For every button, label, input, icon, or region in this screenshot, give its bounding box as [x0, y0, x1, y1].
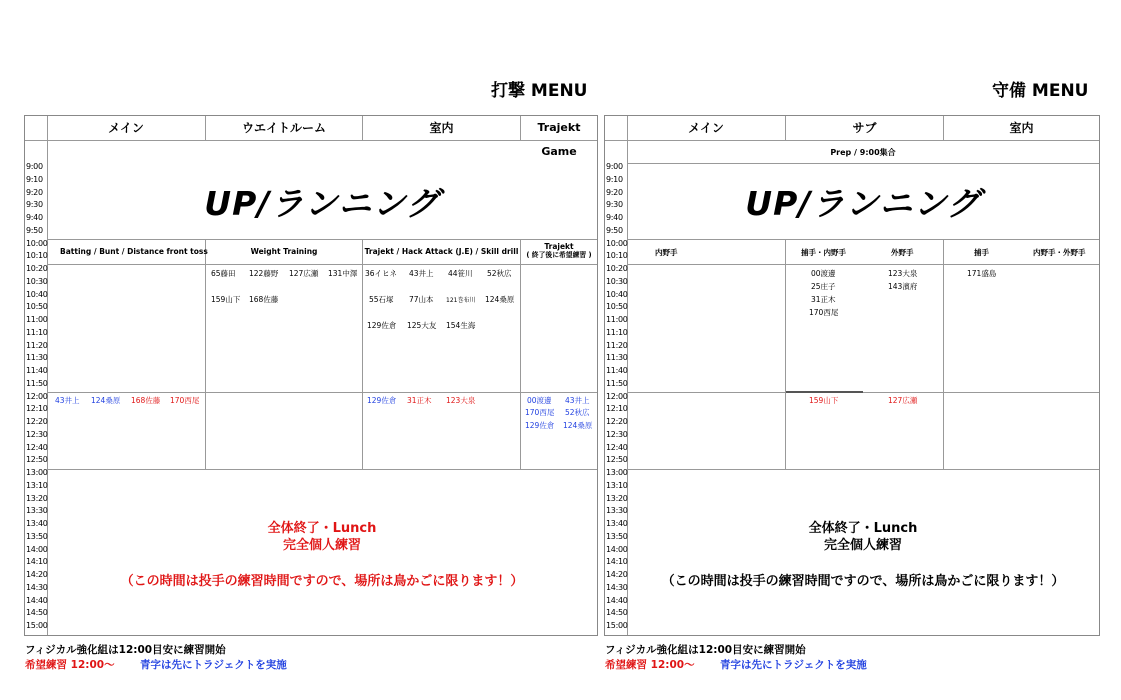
batting-trajekt-subheader: [521, 242, 597, 260]
time-label: 9:00: [606, 162, 623, 171]
indoor-name: 52秋広: [487, 269, 512, 278]
time-label: 13:40: [606, 519, 628, 528]
noon-main-name: 43井上: [55, 396, 80, 405]
time-label: 9:50: [606, 225, 623, 235]
indoor-name: 125大友: [407, 321, 437, 330]
indoor-name: 43井上: [409, 269, 434, 278]
time-label: 12:10: [26, 404, 48, 414]
batting-lunch: [47, 520, 597, 554]
batting-weight-subheader: Weight Training: [250, 247, 318, 256]
noon-indoor-name: 129佐倉: [367, 396, 397, 405]
time-label: 10:00: [606, 238, 628, 248]
fielding-menu-title: 守備 MENU: [992, 81, 1089, 101]
time-label: 14:40: [26, 595, 48, 605]
time-label: 13:50: [606, 531, 628, 541]
time-label: 13:20: [606, 493, 628, 503]
sub-left-name: 00渡邊: [811, 269, 836, 278]
time-label: 9:30: [606, 200, 623, 210]
batting-table: [24, 115, 598, 636]
fielding-prep: Prep / 9:00集合: [830, 148, 896, 157]
weight-name: 127広瀬: [289, 269, 319, 278]
time-label: 10:50: [606, 302, 628, 312]
indoor-catcher-name: 171盛島: [967, 269, 997, 278]
trajekt-subheader-line1: Trajekt: [544, 242, 574, 251]
indoor-name: 36イヒネ: [365, 269, 398, 278]
time-label: 9:20: [606, 187, 623, 197]
noon-sub-right-name: 127広瀬: [888, 396, 918, 405]
time-label: 11:20: [606, 340, 628, 350]
batting-col-main: メイン: [108, 121, 144, 135]
time-label: 14:20: [26, 570, 48, 579]
time-label: 10:10: [606, 251, 628, 261]
fielding-indoor-right-subheader: 内野手・外野手: [1033, 248, 1086, 257]
batting-footer-blue: 青字は先にトラジェクトを実施: [140, 659, 287, 671]
sub-left-name: 25庄子: [811, 282, 836, 291]
time-label: 9:30: [26, 200, 43, 210]
time-label: 10:10: [26, 251, 48, 261]
time-label: 12:00: [606, 391, 628, 401]
sub-right-name: 123大泉: [888, 269, 918, 278]
time-label: 10:20: [606, 264, 628, 273]
batting-indoor-subheader: Trajekt / Hack Attack (J.E) / Skill drill: [364, 247, 519, 256]
time-label: 13:10: [26, 480, 48, 490]
batting-pitcher-note: （この時間は投手の練習時間ですので、場所は鳥かごに限ります！）: [120, 574, 524, 589]
weight-name: 65藤田: [211, 269, 236, 278]
fielding-footer-physical: フィジカル強化組は12:00目安に練習開始: [605, 644, 806, 656]
noon-indoor-name: 31正木: [407, 396, 432, 405]
time-label: 10:20: [26, 264, 48, 273]
time-label: 9:50: [26, 225, 43, 235]
batting-menu-title: 打撃 MENU: [491, 81, 588, 101]
indoor-name: 44笹川: [448, 269, 473, 278]
fielding-sub-left-subheader: 捕手・内野手: [801, 248, 846, 257]
time-label: 13:00: [26, 468, 48, 477]
time-label: 10:40: [26, 289, 48, 299]
time-label: 9:10: [606, 174, 623, 184]
sub-right-name: 143濱府: [888, 282, 918, 291]
batting-col-trajekt-game: Trajekt Game: [537, 121, 581, 158]
time-label: 12:40: [26, 442, 48, 452]
time-label: 14:00: [26, 544, 48, 554]
time-label: 14:30: [26, 582, 48, 592]
noon-main-name: 124桑原: [91, 396, 121, 405]
time-label: 9:40: [606, 213, 623, 222]
time-label: 15:00: [26, 621, 48, 630]
fielding-pitcher-note: （この時間は投手の練習時間ですので、場所は鳥かごに限ります！）: [661, 574, 1065, 589]
fielding-lunch: [627, 520, 1099, 554]
noon-indoor-name: 123大泉: [446, 396, 476, 405]
indoor-name: 154生海: [446, 321, 476, 330]
time-label: 11:00: [26, 315, 48, 324]
time-label: 11:30: [26, 353, 48, 363]
batting-main-subheader: Batting / Bunt / Distance front toss: [60, 247, 208, 256]
indoor-name: 55石塚: [369, 295, 394, 304]
fielding-footer-hope: 希望練習 12:00～: [605, 659, 695, 671]
time-label: 10:30: [26, 276, 48, 286]
weight-name: 131中澤: [328, 269, 358, 278]
noon-trajekt-name: 170西尾: [525, 408, 555, 417]
batting-lunch-line1: 全体終了・Lunch: [267, 521, 377, 536]
fielding-col-sub: サブ: [852, 121, 877, 135]
indoor-name: 124桑原: [485, 295, 515, 304]
fielding-up-running: UP/ランニング: [745, 184, 981, 223]
time-label: 12:30: [26, 429, 48, 439]
time-label: 14:40: [606, 595, 628, 605]
time-label: 10:40: [606, 289, 628, 299]
noon-trajekt-name: 124桑原: [563, 421, 593, 430]
noon-main-name: 168佐藤: [131, 396, 161, 405]
indoor-name: 77山本: [409, 295, 434, 304]
time-label: 11:20: [26, 340, 48, 350]
time-label: 14:50: [606, 608, 628, 618]
time-label: 11:40: [26, 366, 48, 375]
fielding-indoor-left-subheader: 捕手: [974, 248, 989, 257]
time-label: 13:30: [606, 506, 628, 516]
weight-name: 122藤野: [249, 269, 279, 278]
fielding-col-indoor: 室内: [1009, 121, 1034, 135]
batting-footer-physical: フィジカル強化組は12:00目安に練習開始: [25, 644, 226, 656]
time-label: 12:20: [26, 417, 48, 426]
time-label: 11:30: [606, 353, 628, 363]
time-label: 14:30: [606, 582, 628, 592]
time-label: 12:50: [26, 455, 48, 465]
trajekt-subheader-line2: ( 終了後に希望練習 ): [526, 251, 592, 259]
time-label: 9:20: [26, 187, 43, 197]
time-label: 14:20: [606, 570, 628, 579]
sub-left-name: 31正木: [811, 295, 836, 304]
time-label: 11:10: [606, 327, 628, 337]
weight-name: 168佐藤: [249, 295, 279, 304]
time-label: 14:00: [606, 544, 628, 554]
batting-up-running: UP/ランニング: [204, 184, 440, 223]
time-label: 13:50: [26, 531, 48, 541]
time-label: 12:10: [606, 404, 628, 414]
time-label: 15:00: [606, 621, 628, 630]
fielding-main-subheader: 内野手: [655, 248, 678, 257]
time-label: 12:00: [26, 391, 48, 401]
time-label: 10:00: [26, 238, 48, 248]
time-label: 9:10: [26, 174, 43, 184]
batting-col-weight-room: ウエイトルーム: [241, 121, 326, 135]
time-label: 13:40: [26, 519, 48, 528]
fielding-table: [604, 115, 1100, 636]
time-label: 11:40: [606, 366, 628, 375]
weight-name: 159山下: [211, 295, 241, 304]
time-label: 13:30: [26, 506, 48, 516]
noon-trajekt-name: 52秋広: [565, 408, 590, 417]
noon-trajekt-name: 00渡邊: [527, 396, 552, 405]
time-label: 10:30: [606, 276, 628, 286]
time-label: 9:40: [26, 213, 43, 222]
fielding-footer-blue: 青字は先にトラジェクトを実施: [720, 659, 867, 671]
fielding-lunch-line2: 完全個人練習: [823, 538, 902, 553]
batting-lunch-line2: 完全個人練習: [282, 538, 361, 553]
time-label: 11:10: [26, 327, 48, 337]
time-label: 13:10: [606, 480, 628, 490]
indoor-name: 121巻布川: [446, 297, 476, 304]
time-label: 12:20: [606, 417, 628, 426]
time-label: 9:00: [26, 162, 43, 171]
time-label: 11:50: [606, 378, 628, 388]
time-label: 14:50: [26, 608, 48, 618]
time-label: 11:50: [26, 378, 48, 388]
time-label: 12:50: [606, 455, 628, 465]
fielding-sub-right-subheader: 外野手: [891, 248, 914, 257]
fielding-lunch-line1: 全体終了・Lunch: [808, 521, 918, 536]
sub-left-name: 170西尾: [809, 308, 839, 317]
time-label: 14:10: [26, 557, 48, 567]
time-label: 13:00: [606, 468, 628, 477]
noon-main-name: 170西尾: [170, 396, 200, 405]
time-label: 12:40: [606, 442, 628, 452]
time-label: 12:30: [606, 429, 628, 439]
noon-trajekt-name: 43井上: [565, 396, 590, 405]
batting-col-indoor: 室内: [429, 121, 454, 135]
time-label: 11:00: [606, 315, 628, 324]
time-label: 14:10: [606, 557, 628, 567]
time-label: 13:20: [26, 493, 48, 503]
time-label: 10:50: [26, 302, 48, 312]
noon-sub-left-name: 159山下: [809, 396, 839, 405]
indoor-name: 129佐倉: [367, 321, 397, 330]
batting-footer-hope: 希望練習 12:00～: [25, 659, 115, 671]
noon-trajekt-name: 129佐倉: [525, 421, 555, 430]
fielding-col-main: メイン: [688, 121, 724, 135]
